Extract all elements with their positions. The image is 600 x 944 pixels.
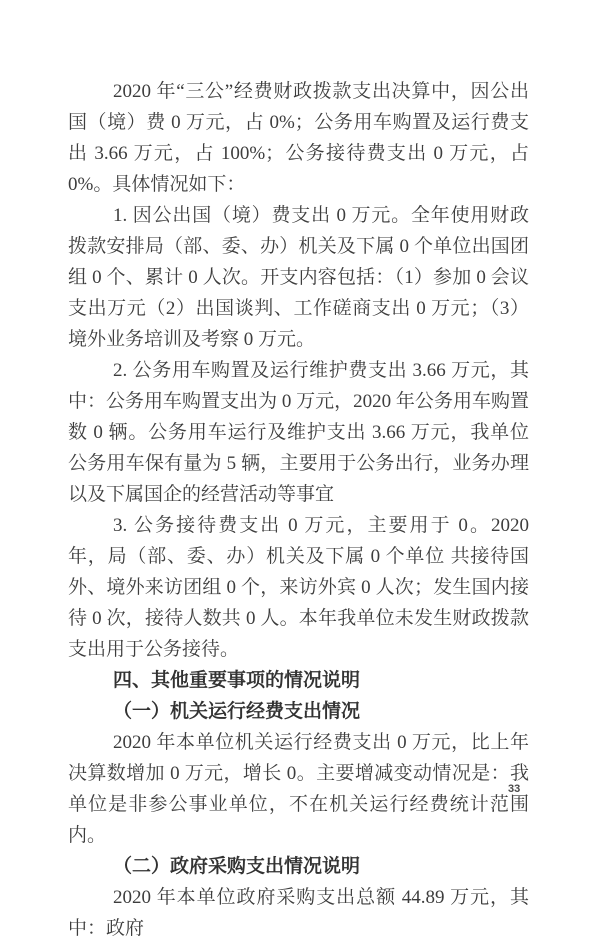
paragraph-agency-operating-expense-detail: 2020 年本单位机关运行经费支出 0 万元，比上年决算数增加 0 万元，增长 0。主要增减变动情况是：我单位是非参公事业单位，不在机关运行经费统计范围内。	[68, 732, 529, 846]
section-heading-other-important-matters: 四、其他重要事项的情况说明	[113, 670, 361, 691]
paragraph-overseas-travel-expense: 1. 因公出国（境）费支出 0 万元。全年使用财政拨款安排局（部、委、办）机关及下属 0 个单位出国团组 0 个、累计 0 人次。开支内容包括：（1）参加 0 会议支出万元（2）出国谈判、工作磋商支出 0 万元；（3）境外业务培训及考察 0 万元。	[68, 205, 529, 350]
subsection-heading-government-procurement: （二）政府采购支出情况说明	[113, 856, 361, 877]
subsection-heading-agency-operating-expense: （一）机关运行经费支出情况	[113, 701, 361, 722]
paragraph-government-procurement-detail: 2020 年本单位政府采购支出总额 44.89 万元，其中：政府	[68, 887, 529, 939]
paragraph-official-reception-expense: 3. 公务接待费支出 0 万元，主要用于 0。2020 年，局（部、委、办）机关及下属 0 个单位 共接待国外、境外来访团组 0 个，来访外宾 0 人次；发生国内接待 0 次，接待人数共 0 人。本年我单位未发生财政拨款支出用于公务接待。	[68, 515, 529, 660]
paragraph-three-public-summary: 2020 年“三公”经费财政拨款支出决算中，因公出国（境）费 0 万元，占 0%；公务用车购置及运行费支出 3.66 万元，占 100%；公务接待费支出 0 万元，占 0%。具体情况如下：	[68, 81, 529, 195]
paragraph-official-vehicle-expense: 2. 公务用车购置及运行维护费支出 3.66 万元，其中：公务用车购置支出为 0 万元，2020 年公务用车购置数 0 辆。公务用车运行及维护支出 3.66 万元，我单位 公务用车保有量为 5 辆，主要用于公务出行，业务办理以及下属国企的经营活动等事宜	[68, 360, 529, 505]
page-number: 33	[508, 783, 521, 795]
document-body	[68, 76, 529, 944]
